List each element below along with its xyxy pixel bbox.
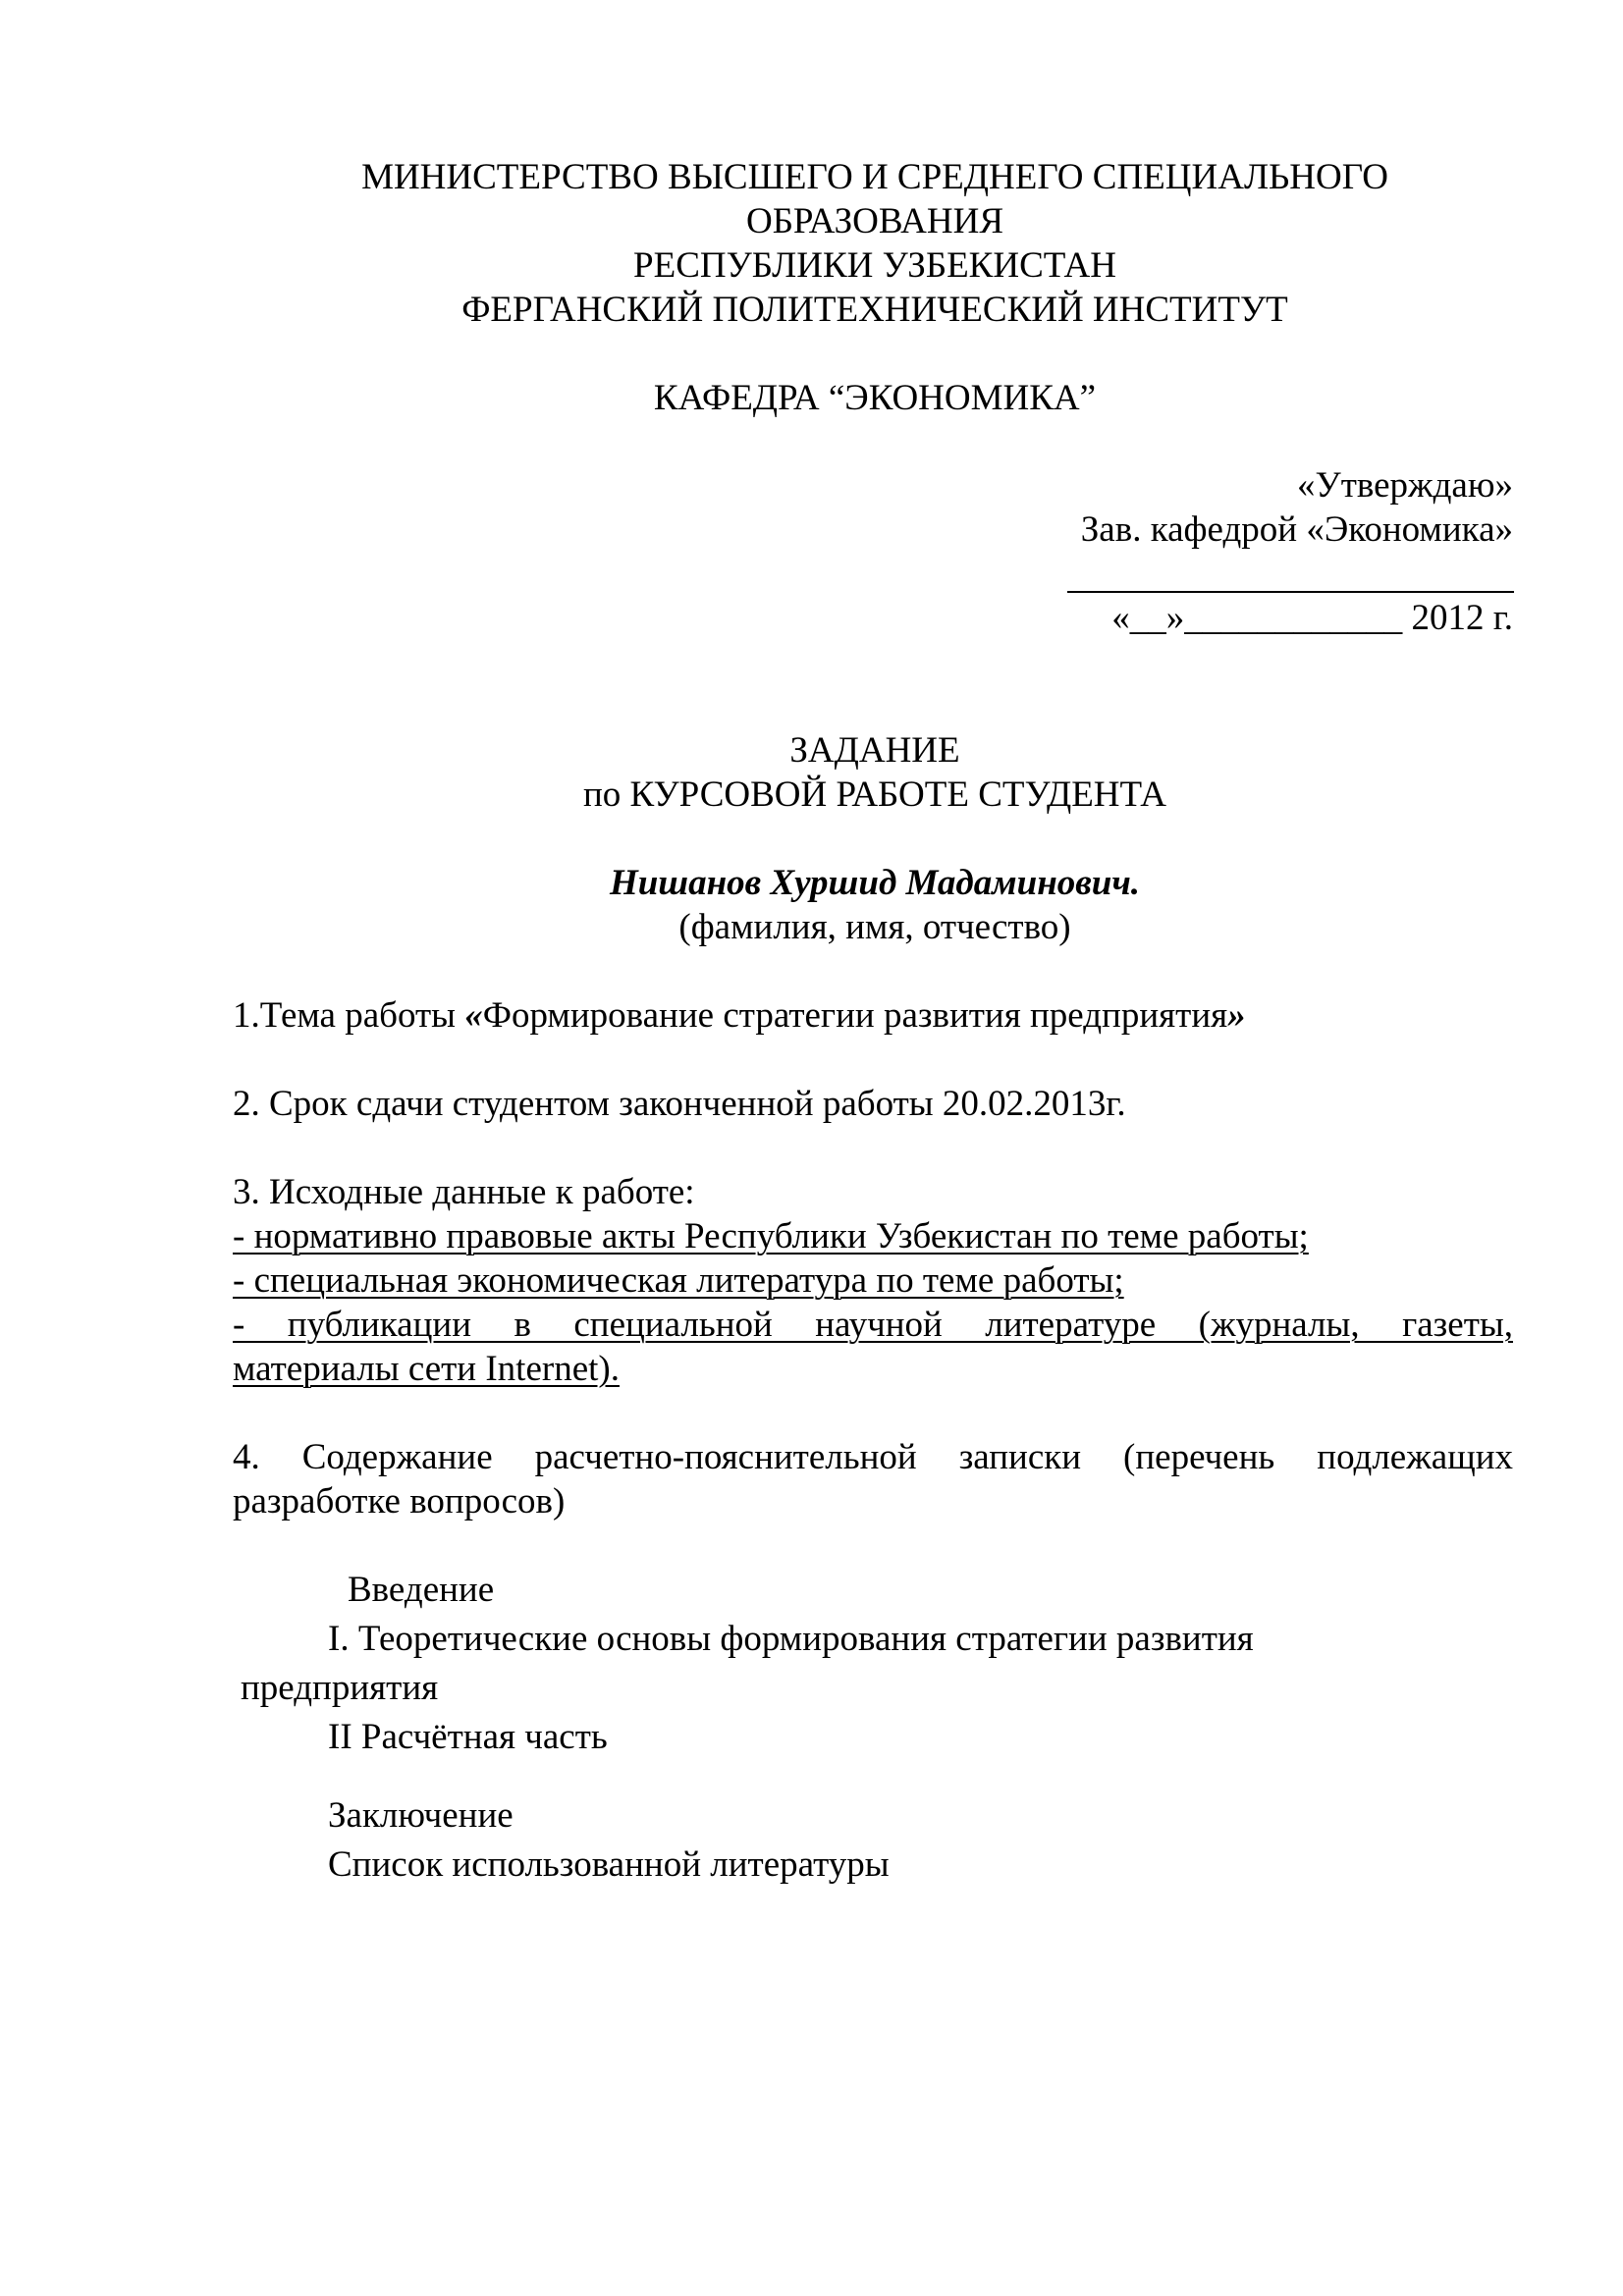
header-ministry-line1: МИНИСТЕРСТВО ВЫСШЕГО И СРЕДНЕГО СПЕЦИАЛЬНОГО [361, 157, 1388, 197]
outline-references: Список использованной литературы [328, 1844, 890, 1885]
item-deadline: 2. Срок сдачи студентом законченной работы 20.02.2013г. [233, 1084, 1126, 1124]
source-item-1: - нормативно правовые акты Республики Узбекистан по теме работы; [233, 1216, 1309, 1256]
source-item-3: - публикации в специальной научной литературе (журналы, газеты, [233, 1305, 1513, 1345]
item-contents-line1: 4. Содержание расчетно-пояснительной записки (перечень подлежащих [233, 1437, 1513, 1477]
document-title: ЗАДАНИЕ [789, 730, 960, 771]
outline-part1: I. Теоретические основы формирования стратегии развития [328, 1619, 1254, 1659]
outline-part1-continued: предприятия [241, 1668, 439, 1708]
outline-part2: II Расчётная часть [328, 1717, 608, 1757]
header-ministry-line2: ОБРАЗОВАНИЯ [745, 201, 1004, 241]
approval-date: «__»____________ 2012 г. [1111, 598, 1513, 638]
student-name-caption: (фамилия, имя, отчество) [678, 907, 1071, 947]
topic-text: Формирование стратегии развития предприятия [482, 995, 1228, 1036]
item-source-heading: 3. Исходные данные к работе: [233, 1172, 695, 1212]
approval-label: «Утверждаю» [1297, 465, 1513, 506]
signature-line [1067, 591, 1514, 593]
outline-conclusion: Заключение [328, 1795, 514, 1836]
header-republic: РЕСПУБЛИКИ УЗБЕКИСТАН [633, 245, 1116, 286]
topic-close-quote: » [1227, 995, 1246, 1036]
approval-position: Зав. кафедрой «Экономика» [1080, 509, 1513, 550]
student-name: Нишанов Хуршид Мадаминович. [609, 863, 1141, 903]
topic-label: 1.Тема работы [233, 995, 465, 1036]
outline-introduction: Введение [348, 1570, 495, 1610]
header-institute: ФЕРГАНСКИЙ ПОЛИТЕХНИЧЕСКИЙ ИНСТИТУТ [461, 290, 1288, 330]
topic-open-quote: « [464, 995, 483, 1036]
document-subtitle: по КУРСОВОЙ РАБОТЕ СТУДЕНТА [583, 774, 1166, 815]
item-contents-line2: разработке вопросов) [233, 1481, 566, 1522]
department-name: КАФЕДРА “ЭКОНОМИКА” [653, 378, 1097, 418]
item-topic [233, 993, 1246, 1038]
source-item-2: - специальная экономическая литература по теме работы; [233, 1260, 1124, 1301]
source-item-3-continued: материалы сети Internet). [233, 1349, 620, 1389]
